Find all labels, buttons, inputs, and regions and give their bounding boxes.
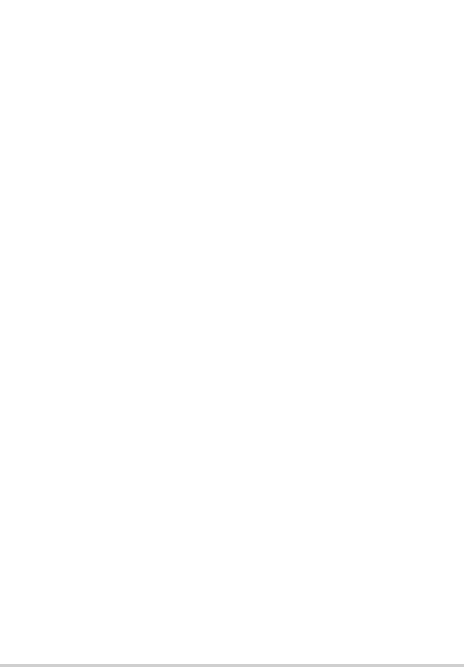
chart-top-row (0, 4, 464, 24)
